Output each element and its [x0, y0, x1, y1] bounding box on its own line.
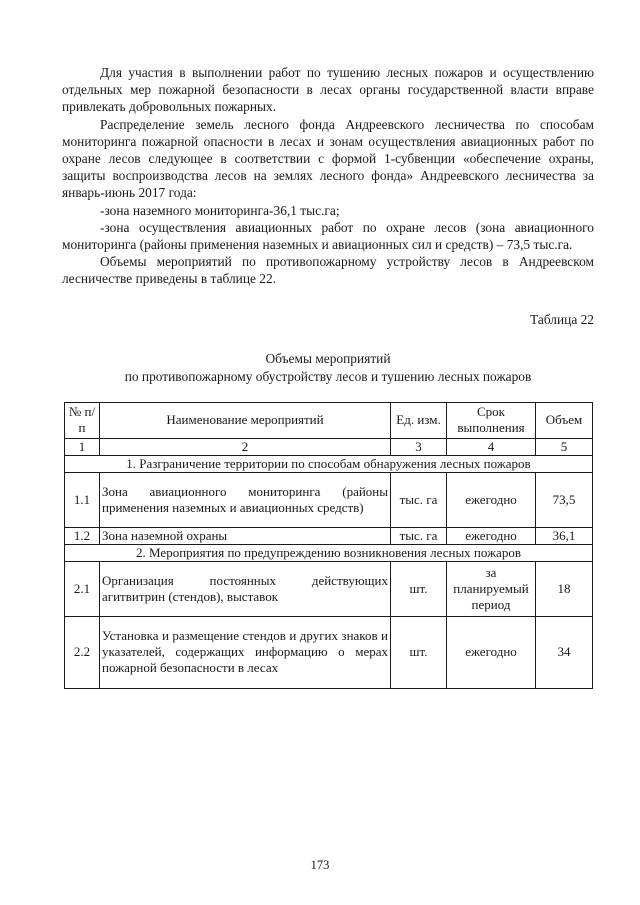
header-name: Наименование мероприятий — [100, 402, 391, 438]
row-volume: 34 — [536, 616, 593, 688]
table-label: Таблица 22 — [530, 311, 594, 327]
row-volume: 18 — [536, 561, 593, 616]
row-name: Организация постоянных действующих агитвитрин (стендов), выставок — [100, 561, 391, 616]
col-number: 3 — [391, 438, 447, 455]
header-period: Срок выполнения — [447, 402, 536, 438]
row-unit: шт. — [391, 561, 447, 616]
row-num: 1.2 — [65, 527, 100, 544]
row-name: Зона наземной охраны — [100, 527, 391, 544]
row-period: ежегодно — [447, 472, 536, 527]
section-1-title: 1. Разграничение территории по способам обнаружения лесных пожаров — [65, 455, 593, 472]
col-number: 5 — [536, 438, 593, 455]
header-unit: Ед. изм. — [391, 402, 447, 438]
paragraph-volumes: Объемы мероприятий по противопожарному устройству лесов в Андреевском лесничестве приведены в таблице 22. — [62, 254, 594, 287]
col-number: 4 — [447, 438, 536, 455]
paragraph-ground-zone: -зона наземного мониторинга-36,1 тыс.га; — [100, 202, 340, 218]
col-number: 1 — [65, 438, 100, 455]
column-number-row — [65, 438, 593, 455]
row-name: Установка и размещение стендов и других знаков и указателей, содержащих информацию о мерах пожарной безопасности в лесах — [100, 616, 391, 688]
row-period: ежегодно — [447, 527, 536, 544]
row-num: 2.1 — [65, 561, 100, 616]
col-number: 2 — [100, 438, 391, 455]
row-num: 2.2 — [65, 616, 100, 688]
section-2-title: 2. Мероприятия по предупреждению возникновения лесных пожаров — [65, 544, 593, 561]
paragraph-distribution: Распределение земель лесного фонда Андреевского лесничества по способам мониторинга пожарной опасности в лесах и зонам осуществления авиационных работ по охране лесов следующее в соответствии с формой 1-субвенции «обеспечение охраны, защиты воспроизводства лесов на землях лесного фонда» Андреевского лесничества за январь-июнь 2017 года: — [62, 116, 594, 201]
row-unit: шт. — [391, 616, 447, 688]
row-volume: 36,1 — [536, 527, 593, 544]
row-unit: тыс. га — [391, 527, 447, 544]
table-row — [65, 472, 593, 527]
table-title-line2: по противопожарному обустройству лесов и тушению лесных пожаров — [124, 368, 532, 384]
row-num: 1.1 — [65, 472, 100, 527]
measures-table — [64, 402, 593, 689]
header-num: № п/п — [65, 402, 100, 438]
header-volume: Объем — [536, 402, 593, 438]
row-period: ежегодно — [447, 616, 536, 688]
table-row — [65, 616, 593, 688]
table-header-row — [65, 402, 593, 438]
table-title-line1: Объемы мероприятий — [265, 350, 391, 366]
table-row — [65, 561, 593, 616]
row-name: Зона авиационного мониторинга (районы применения наземных и авиационных средств) — [100, 472, 391, 527]
section-row — [65, 455, 593, 472]
section-row — [65, 544, 593, 561]
table-title — [62, 350, 594, 386]
row-volume: 73,5 — [536, 472, 593, 527]
page-content — [62, 64, 594, 689]
paragraph-aviation-zone: -зона осуществления авиационных работ по охране лесов (зона авиационного мониторинга (районы применения наземных и авиационных сил и средств) – 73,5 тыс.га. — [62, 219, 594, 253]
page-number: 173 — [310, 858, 330, 872]
row-unit: тыс. га — [391, 472, 447, 527]
paragraph-volunteers: Для участия в выполнении работ по тушению лесных пожаров и осуществлению отдельных мер пожарной безопасности в лесах органы государственной власти вправе привлекать добровольных пожарных. — [62, 65, 594, 115]
table-row — [65, 527, 593, 544]
row-period: за планируемый период — [447, 561, 536, 616]
